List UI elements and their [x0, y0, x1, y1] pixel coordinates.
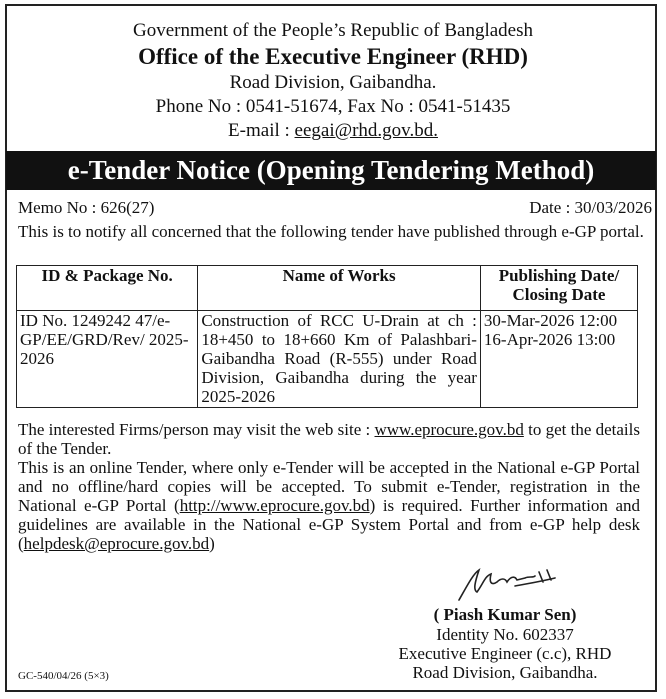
- col-header-dates: Publishing Date/ Closing Date: [480, 266, 637, 311]
- memo-number: Memo No : 626(27): [18, 198, 155, 217]
- p2-text-b: ) is required. Further information and guidelines are available in the National e-GP System Portal and from e-GP help desk (: [18, 496, 640, 553]
- table-header-row: [17, 266, 638, 311]
- paragraph-online-tender: [18, 458, 640, 553]
- p2-text-a: This is an online Tender, where only e-Tender will be accepted in the National e-GP Portal and no offline/hard copies will be accepted. To submit e-Tender, registration in the National e-GP Portal (: [18, 458, 640, 515]
- col-header-works: Name of Works: [198, 266, 481, 311]
- division-line: Road Division, Gaibandha.: [229, 72, 437, 93]
- email-link[interactable]: eegai@rhd.gov.bd.: [294, 120, 438, 141]
- handwritten-signature: [455, 564, 565, 604]
- eprocure-link[interactable]: www.eprocure.gov.bd: [374, 420, 524, 439]
- phone-fax-line: Phone No : 0541-51674, Fax No : 0541-51435: [155, 96, 511, 117]
- p1-text-a: The interested Firms/person may visit the web site :: [18, 420, 375, 439]
- gc-reference: GC-540/04/26 (5×3): [18, 670, 109, 682]
- p2-text-c: ): [209, 534, 215, 553]
- intro-text: This is to notify all concerned that the following tender have published through e-GP portal.: [18, 222, 644, 241]
- cell-dates: [480, 311, 637, 408]
- paragraph-website: [18, 420, 640, 458]
- table-row: [17, 311, 638, 408]
- signatory-identity: Identity No. 602337: [436, 625, 574, 644]
- helpdesk-email-link[interactable]: helpdesk@eprocure.gov.bd: [23, 534, 210, 553]
- government-line: Government of the People’s Republic of Bangladesh: [133, 20, 533, 41]
- cell-works: Construction of RCC U-Drain at ch : 18+450 to 18+660 Km of Palashbari-Gaibandha Road (R-555) under Road Division, Gaibandha during the year 2025-2026: [198, 311, 481, 408]
- col-header-id: ID & Package No.: [17, 266, 198, 311]
- p1-text-b: to get the details of the Tender.: [18, 420, 640, 458]
- email-line: [0, 120, 666, 142]
- notice-banner: e-Tender Notice (Opening Tendering Method): [6, 151, 656, 190]
- closing-date: 16-Apr-2026 13:00: [483, 330, 616, 349]
- cell-id: ID No. 1249242 47/e-GP/EE/GRD/Rev/ 2025-2026: [17, 311, 198, 408]
- publishing-date: 30-Mar-2026 12:00: [483, 311, 618, 330]
- signatory-name: ( Piash Kumar Sen): [433, 605, 577, 624]
- signatory-division: Road Division, Gaibandha.: [412, 663, 598, 682]
- tender-table: [16, 265, 638, 408]
- eprocure-url-link[interactable]: http://www.eprocure.gov.bd: [179, 496, 370, 515]
- signatory-designation: Executive Engineer (c.c), RHD: [398, 644, 612, 663]
- notice-date: Date : 30/03/2026: [529, 198, 652, 217]
- office-title: Office of the Executive Engineer (RHD): [138, 44, 528, 69]
- email-label: E-mail :: [228, 120, 295, 141]
